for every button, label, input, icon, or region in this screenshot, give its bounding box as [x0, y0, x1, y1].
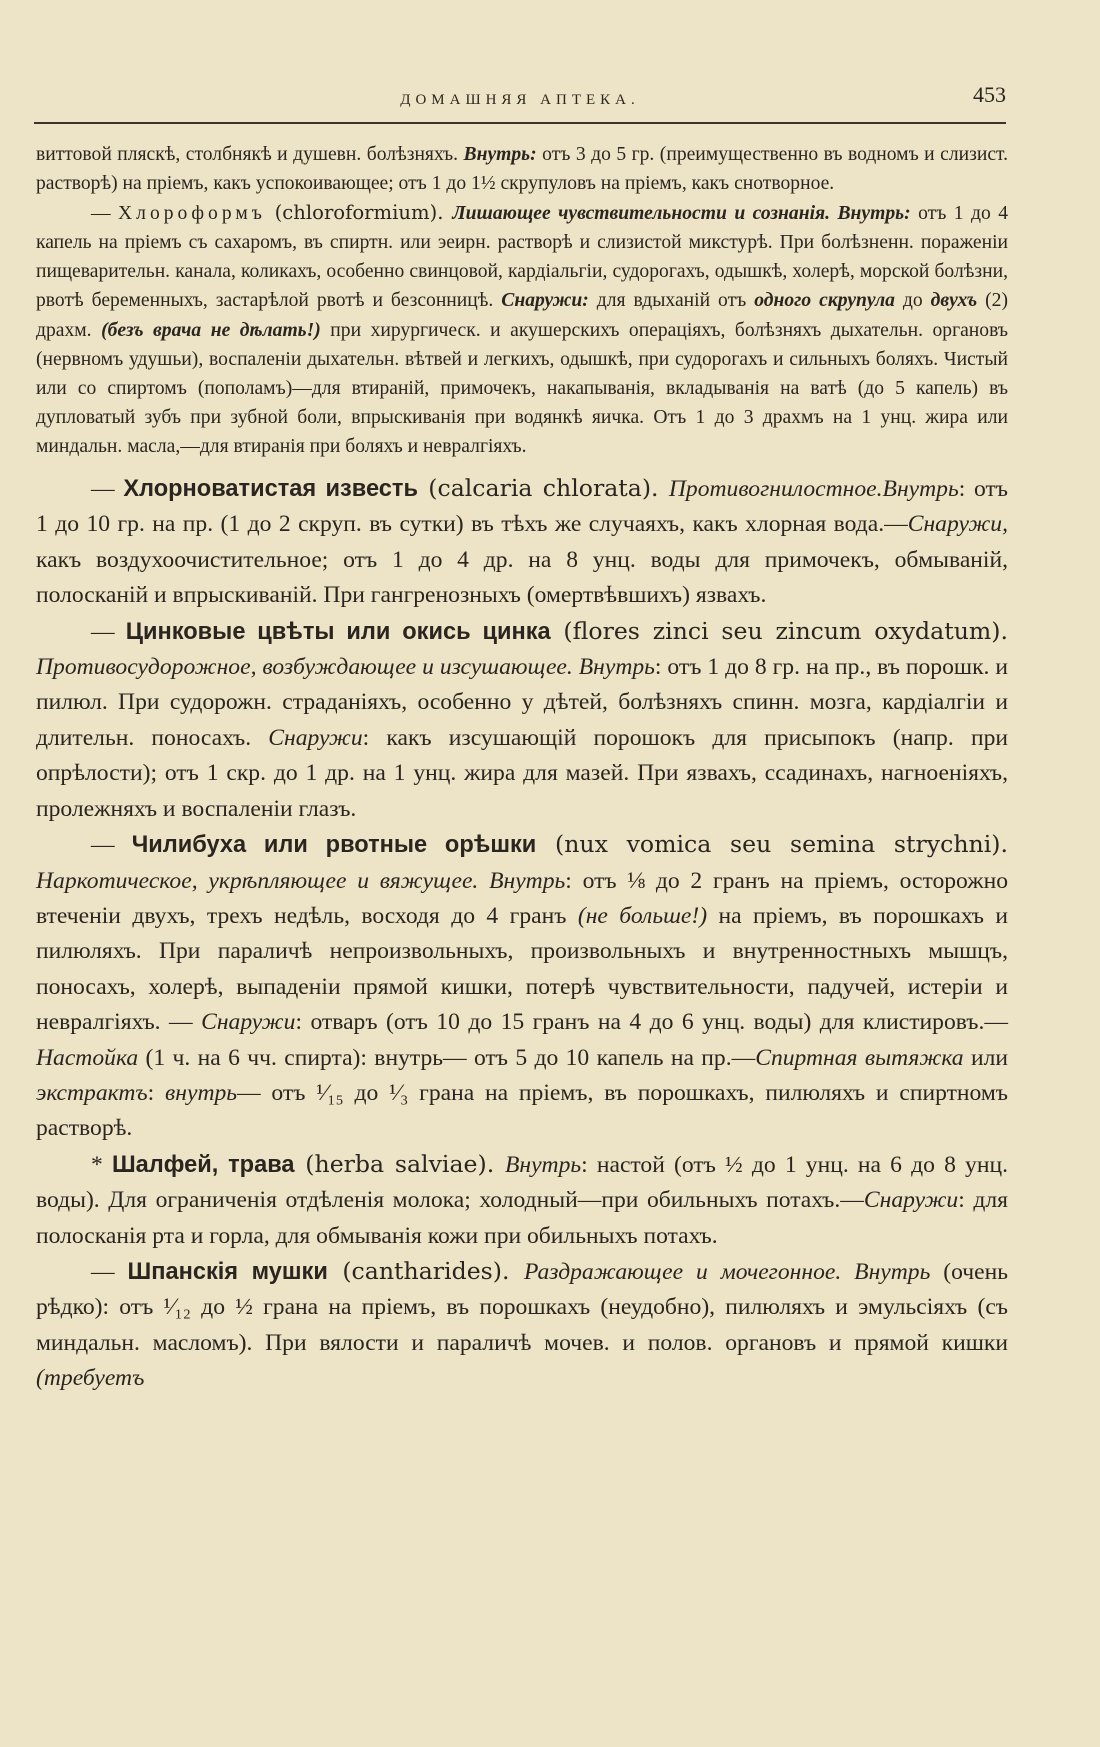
paragraph-4-text-1: : отъ 1 до 8 гр. на пр., въ порошк. и пилюл. При судорожн. страданіяхъ, особенно у дѣтей, болѣзняхъ спинн. мозга, кардіалгіи и длительн. поносахъ.	[36, 654, 1009, 751]
paragraph-7-internal-label: Внутрь	[841, 1258, 931, 1285]
paragraph-5-extract2-label: экстрактъ	[36, 1079, 148, 1106]
paragraph-6-text-1: : настой (отъ ½ до 1 унц. на 6 до 8 унц. воды). Для ограниченія отдѣленія молока; холодный—при обильныхъ потахъ.—	[36, 1151, 1009, 1214]
running-title: ДОМАШНЯЯ АПТЕКА.	[400, 92, 640, 108]
paragraph-3-category: Противогнилостное.	[668, 476, 883, 503]
paragraph-7-heading: Шпанскія мушки	[127, 1258, 328, 1285]
paragraph-5-warning: (не больше!)	[577, 902, 708, 929]
paragraph-6-internal-label: Внутрь	[504, 1151, 582, 1178]
paragraph-2-external-label: Снаружи:	[501, 290, 589, 312]
paragraph-7-category: Раздражающее и мочегонное.	[523, 1258, 842, 1285]
paragraph-5-tincture-label: Настойка	[36, 1044, 139, 1071]
paragraph-1-body: виттовой пляскѣ, столбнякѣ и душевн. болѣзняхъ.	[36, 144, 464, 165]
paragraph-3-dash: —	[91, 476, 124, 503]
paragraph-2-internal-label: Внутрь:	[830, 203, 911, 225]
paragraph-5-text-5: или	[963, 1044, 1008, 1071]
paragraph-3-latin: (calcaria chlorata).	[417, 474, 669, 503]
paragraph-3	[36, 471, 1008, 614]
paragraph-4-category: Противосудорожное, возбуждающее и изсушающее.	[36, 654, 573, 681]
paragraph-2-dose2-italic: двухъ	[930, 290, 978, 312]
paragraph-2-dose-italic: одного скрупула	[754, 290, 895, 312]
paragraph-4-text-2: : какъ изсушающій порошокъ для присыпокъ (напр. при опрѣлости); отъ 1 скр. до 1 др. на 1 унц. жира для мазей. При язвахъ, ссадинахъ, нагноеніяхъ, пролежняхъ и воспаленіи глазъ.	[36, 724, 1008, 822]
paragraph-6-external-label: Снаружи	[863, 1187, 959, 1214]
page-header	[34, 82, 1006, 124]
paragraph-5-category: Наркотическое, укрѣпляющее и вяжущее.	[36, 867, 479, 894]
paragraph-5	[36, 827, 1008, 1147]
paragraph-6-latin: (herba salviae).	[294, 1149, 505, 1178]
paragraph-2-warning: (безъ врача не дѣлать!)	[101, 319, 321, 341]
paragraph-2	[36, 198, 1008, 461]
paragraph-2-text-5: при хирургическ. и акушерскихъ операціяхъ, болѣзняхъ дыхательн. органовъ (нервномъ удушьи), воспаленіи дыхательн. вѣтвей и легкихъ, одышкѣ, при судорогахъ и сильныхъ боляхъ. Чистый или со спиртомъ (пополамъ)—для втираній, примочекъ, накапыванія, вкладыванія на ватѣ (до 5 капель) въ дупловатый зубъ при зубной боли, впрыскиванія при водянкѣ яичка. Отъ 1 до 3 драхмъ на 1 унц. жира или миндальн. масла,—для втиранія при боляхъ и невралгіяхъ.	[36, 319, 1008, 457]
paragraph-5-text-2: на пріемъ, въ порошкахъ и пилюляхъ. При параличѣ непроизвольныхъ, произвольныхъ и внутренностныхъ мышцъ, поносахъ, холерѣ, выпаденіи прямой кишки, потерѣ чувствительности, падучей, истеріи и невралгіяхъ. —	[36, 902, 1009, 1036]
paragraph-6-dash: *	[91, 1151, 112, 1178]
paragraph-2-text-2: для вдыханій отъ	[588, 290, 755, 312]
paragraph-1-internal-label: Внутрь:	[463, 144, 537, 165]
paragraph-2-heading: Хлороформъ	[118, 203, 266, 225]
paragraph-4-latin: (flores zinci seu zincum oxydatum).	[550, 616, 1008, 645]
paragraph-5-text-1: : отъ ⅛ до 2 гранъ на пріемъ, осторожно втеченіи двухъ, трехъ недѣль, восходя до 4 гранъ	[36, 867, 1008, 929]
paragraph-6-heading: Шалфей, трава	[111, 1151, 295, 1178]
paragraph-5-extract-label: Спиртная вытяжка	[755, 1044, 964, 1071]
paragraph-3-heading: Хлорноватистая известь	[123, 476, 418, 503]
paragraph-5-text-3: : отваръ (отъ 10 до 15 гранъ на 4 до 6 унц. воды) для клистировъ.—	[295, 1009, 1008, 1036]
paragraph-2-category: Лишающее чувствительности и сознанія.	[452, 203, 831, 225]
paragraph-5-dash: —	[91, 832, 132, 859]
paragraph-4-dash: —	[91, 618, 126, 645]
page-number: 453	[973, 82, 1006, 107]
paragraph-5-text-7: — отъ ¹⁄₁₅ до ¹⁄₃ грана на пріемъ, въ порошкахъ, пилюляхъ и спиртномъ растворѣ.	[36, 1079, 1008, 1142]
paragraph-2-latin: (chloroformium).	[265, 201, 453, 225]
paragraph-5-external-label: Снаружи	[201, 1009, 296, 1036]
paragraph-2-text-3: до	[894, 290, 931, 312]
paragraph-4-external-label: Снаружи	[268, 724, 363, 751]
paragraph-5-internal2-label: внутрь	[165, 1079, 238, 1106]
paragraph-7-dash: —	[91, 1258, 128, 1285]
paragraph-7	[36, 1254, 1008, 1397]
paragraph-3-text-2: какъ воздухоочистительное; отъ 1 до 4 др. на 8 унц. воды для примочекъ, обмываній, полосканій и впрыскиваній. При гангренозныхъ (омертвѣвшихъ) язвахъ.	[36, 546, 1008, 609]
paragraph-6	[36, 1147, 1008, 1254]
paragraph-7-text-1: (очень рѣдко): отъ ¹⁄₁₂ до ½ грана на пріемъ, въ порошкахъ (неудобно), пилюляхъ и эмульсіяхъ (съ миндальн. масломъ). При вялости и параличѣ мочев. и полов. органовъ и прямой кишки	[36, 1258, 1008, 1356]
paragraph-3-text-1: : отъ 1 до 10 гр. на пр. (1 до 2 скруп. въ сутки) въ тѣхъ же случаяхъ, какъ хлорная вода.—	[36, 476, 1008, 538]
paragraph-2-text-4: (2) драхм.	[36, 290, 1008, 341]
paragraph-1-rest: отъ 3 до 5 гр. (преимущественно въ водномъ и слизист. растворѣ) на пріемъ, какъ успокоивающее; отъ 1 до 1½ скрупуловъ на пріемъ, какъ снотворное.	[36, 144, 1009, 195]
paragraph-4-internal-label: Внутрь	[572, 654, 655, 681]
paragraph-5-text-6: :	[147, 1079, 166, 1106]
paragraph-4-heading: Цинковые цвѣты или окись цинка	[125, 618, 551, 645]
paragraph-1	[36, 140, 1008, 198]
page-content	[36, 140, 1008, 1397]
paragraph-3-internal-label: Внутрь	[882, 476, 959, 503]
paragraph-5-latin: (nux vomica seu semina strychni).	[536, 830, 1008, 859]
paragraph-3-external-label: Снаружи,	[907, 511, 1008, 538]
paragraph-2-text-1: отъ 1 до 4 капель на пріемъ съ сахаромъ, въ спиртн. или эеирн. растворѣ и слизистой микстурѣ. При болѣзненн. пораженіи пищеварительн. канала, коликахъ, особенно свинцовой, кардіальгіи, судорогахъ, одышкѣ, холерѣ, морской болѣзни, рвотѣ беременныхъ, застарѣлой рвотѣ и безсонницѣ.	[36, 203, 1008, 312]
paragraph-6-text-2: : для полосканія рта и горла, для обмыванія кожи при обильныхъ потахъ.	[36, 1187, 1008, 1249]
paragraph-7-latin: (cantharides).	[327, 1256, 524, 1285]
paragraph-4	[36, 614, 1008, 827]
paragraph-2-dash: —	[91, 203, 119, 225]
paragraph-5-internal-label: Внутрь	[478, 867, 566, 894]
paragraph-5-heading: Чилибуха или рвотные орѣшки	[131, 832, 537, 859]
paragraph-5-text-4: (1 ч. на 6 чч. спирта): внутрь— отъ 5 до 10 капель на пр.—	[138, 1044, 756, 1071]
paragraph-7-trailing-italic: (требуетъ	[36, 1365, 145, 1392]
